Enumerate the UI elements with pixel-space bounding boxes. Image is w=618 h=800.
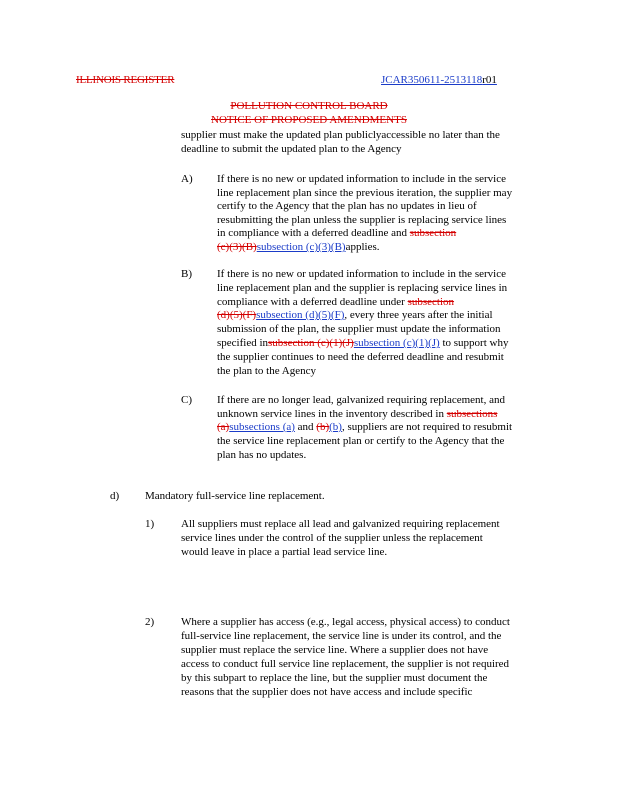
item-b-label: B) [181, 268, 192, 280]
agency-title: POLLUTION CONTROL BOARD [230, 100, 388, 112]
item-c-line-5: plan has no updates. [217, 449, 307, 461]
item-b-line-7: the supplier continues to need the deferred deadline and resubmit [217, 351, 504, 363]
item-2-line-2: full-service line replacement, the service line is under its control, and the [181, 630, 502, 642]
register-title: ILLINOIS REGISTER [76, 74, 175, 86]
item-a-inserted-ref: subsection (c)(3)(B) [256, 241, 346, 253]
item-2-label: 2) [145, 616, 155, 628]
item-b-line-1: If there is no new or updated information to include in the service [217, 268, 506, 280]
item-2-line-6: reasons that the supplier does not have access and include specific [181, 686, 473, 698]
item-a-line-6 [217, 241, 380, 254]
item-a-no-updates: that the plan has no updates in lieu of [312, 200, 477, 212]
item-a-line-5 [217, 227, 456, 240]
item-a-deleted-ref: (c)(3)(B) [217, 241, 257, 253]
item-b-line-3 [217, 296, 454, 309]
item-b-compliance: compliance with a deferred deadline under [217, 296, 405, 308]
item-b-line-8: the plan to the Agency [217, 365, 316, 377]
item-2-line-1: Where a supplier has access (e.g., legal access, physical access) to conduct [181, 616, 510, 628]
intro-line-2: deadline to submit the updated plan to the Agency [181, 143, 402, 155]
item-a-agency: to the Agency [248, 200, 310, 212]
item-a-line-3 [217, 200, 477, 213]
item-a-line-2: line replacement plan since the previous iteration, the supplier may [217, 187, 513, 199]
item-1-line-1: All suppliers must replace all lead and galvanized requiring replacement [181, 518, 500, 530]
jcar-suffix: r01 [482, 74, 497, 86]
item-c-certify: the service line replacement plan or certify [217, 435, 406, 447]
item-c-unknown: unknown service lines in the inventory [217, 408, 388, 420]
jcar-id: JCAR350611-2513118 [381, 74, 483, 86]
item-a-deferred: in compliance with a deferred deadline and [217, 227, 407, 239]
item-b-line-2: line replacement plan and the supplier is replacing service lines in [217, 282, 508, 294]
item-c-agency: to the Agency [407, 435, 469, 447]
item-c-label: C) [181, 394, 192, 406]
notice-title: NOTICE OF PROPOSED AMENDMENTS [211, 114, 407, 126]
item-a-line-1: If there is no new or updated information to include in the service [217, 173, 506, 185]
jcar-number [381, 74, 497, 86]
item-1-line-2: service lines under the control of the supplier unless the replacement [181, 532, 483, 544]
item-c-deleted-b: (b) [316, 421, 330, 433]
item-a-certify: certify [217, 200, 246, 212]
item-c-described: described in [390, 408, 444, 420]
item-c-inserted-a: subsections (a) [229, 421, 295, 433]
item-2-line-5: by this subpart to replace the line, but the supplier must document the [181, 672, 488, 684]
item-c-line-2 [217, 408, 497, 421]
item-c-that-the: that the [471, 435, 505, 447]
item-b-inserted-ref: subsection (d)(5)(F) [256, 309, 345, 321]
section-d-label: d) [110, 490, 120, 502]
item-c-line-3 [217, 421, 512, 434]
item-a-line-4: resubmitting the plan unless the supplier is replacing service lines [217, 214, 507, 226]
item-b-specified: specified in [217, 337, 269, 349]
item-b-deleted-subsection: subsection [407, 296, 455, 308]
item-c-not-required: , suppliers are not required to resubmit [341, 421, 513, 433]
item-b-line-4 [217, 309, 493, 322]
item-c-deleted-subsections: subsections [446, 408, 498, 420]
intro-text-a: supplier must make the updated plan publicly [181, 129, 382, 141]
item-a-label: A) [181, 173, 193, 185]
item-b-line-6 [217, 337, 508, 350]
intro-line-1 [181, 129, 500, 142]
item-b-line-5: submission of the plan, the supplier must update the information [217, 323, 501, 335]
item-a-deleted-subsection: subsection [409, 227, 457, 239]
item-2-line-4: access to conduct full service line replacement, the supplier is not required [181, 658, 510, 670]
item-b-deleted-ref: (d)(5)(F) [217, 309, 257, 321]
item-2-line-3: supplier must replace the service line. Where a supplier does not have [181, 644, 489, 656]
intro-text-b: accessible no later than the [381, 129, 500, 141]
item-b-every-three-years: , every three years after the initial [344, 309, 493, 321]
item-c-and: and [297, 421, 314, 433]
item-1-label: 1) [145, 518, 155, 530]
item-1-line-3: would leave in place a partial lead service line. [181, 546, 388, 558]
item-c-line-4 [217, 435, 504, 448]
item-c-deleted-a: (a) [217, 421, 230, 433]
item-c-line-1: If there are no longer lead, galvanized requiring replacement, and [217, 394, 505, 406]
section-d-title: Mandatory full-service line replacement. [145, 490, 325, 502]
item-c-inserted-b: (b) [329, 421, 342, 433]
item-b-support: to support why [442, 337, 509, 349]
item-a-applies: applies. [345, 241, 380, 253]
item-b-inserted-ref-2: subsection (c)(1)(J) [353, 337, 440, 349]
item-b-deleted-ref-2: subsection (c)(1)(J) [268, 337, 354, 349]
